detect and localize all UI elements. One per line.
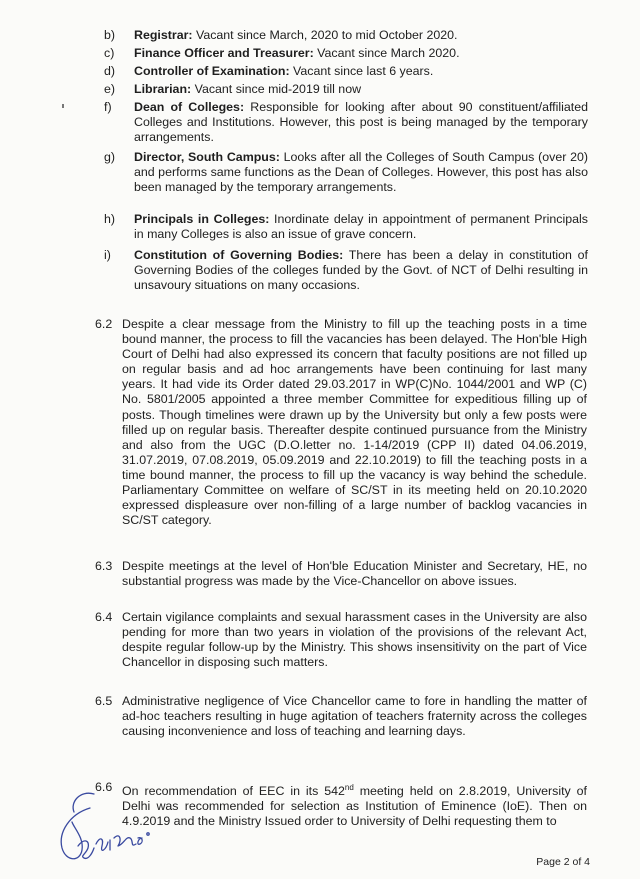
paragraph-number: 6.3 — [95, 559, 113, 573]
list-item-governing-bodies — [104, 248, 588, 293]
paragraph-6-3 — [95, 559, 587, 589]
list-item-finance-officer — [104, 46, 588, 61]
list-label: Principals in Colleges: — [134, 212, 270, 226]
paragraph-text: Despite meetings at the level of Hon'ble Education Minister and Secretary, HE, no substantial progress was made by the Vice-Chancellor on above issues. — [122, 559, 587, 589]
list-label: Constitution of Governing Bodies: — [134, 248, 344, 262]
paragraph-6-4 — [95, 610, 587, 670]
paragraph-text: Administrative negligence of Vice Chancellor came to fore in handling the matter of ad-hoc teachers resulting in huge agitation of teachers fraternity across the colleges causing inconvenience and loss of teaching and learning days. — [122, 694, 587, 739]
paragraph-6-6 — [95, 780, 587, 829]
list-label: Dean of Colleges: — [134, 100, 245, 114]
paragraph-text: Certain vigilance complaints and sexual harassment cases in the University are also pending for more than two years in violation of the provisions of the relevant Act, despite regular follow-up by the Ministry. This shows insensitivity on the part of Vice Chancellor in disposing such matters. — [122, 610, 587, 670]
list-text: Inordinate delay in appointment of permanent Principals in many Colleges is also an issue of grave concern. — [134, 212, 588, 241]
list-text: Vacant since mid-2019 till now — [191, 82, 362, 96]
list-text: Looks after all the Colleges of South Campus (over 20) and performs same functions as the Dean of Colleges. However, this post has also been managed by the temporary arrangements. — [134, 150, 589, 194]
list-text: Responsible for looking after about 90 constituent/affiliated Colleges and Institutions. However, this post is being managed by the temporary arrangements. — [134, 100, 588, 144]
list-text: Vacant since March, 2020 to mid October 2020. — [192, 28, 458, 42]
list-label: Registrar: — [134, 28, 193, 42]
list-item-principals — [104, 212, 588, 242]
list-marker: h) — [104, 212, 116, 226]
paragraph-number: 6.5 — [95, 694, 113, 708]
list-item-registrar — [104, 28, 588, 43]
paragraph-6-5 — [95, 694, 587, 739]
paragraph-text: Despite a clear message from the Ministry to fill up the teaching posts in a time bound manner, the process to fill the vacancies has been delayed. The Hon'ble High Court of Delhi had also expressed its concern that faculty positions are not filled up on regular basis and ad hoc arrangements have been continuing for last many years. It had vide its Order dated 29.03.2017 in WP(C)No. 1044/2001 and WP (C) No. 5801/2005 appointed a three member Committee for expeditious filling up of posts. Though timelines were drawn up by the University but only a few posts were filled up on regular basis. Thereafter despite continued pursuance from the Ministry and also from the UGC (D.O.letter no. 1-14/2019 (CPP II) dated 04.06.2019, 31.07.2019, 07.08.2019, 05.09.2019 and 22.10.2019) to fill the teaching posts in a time bound manner, the process to fill up the vacancy is way behind the schedule. Parliamentary Committee on welfare of SC/ST in its meeting held on 20.10.2020 expressed displeasure over non-filling of a large number of backlog vacancies in SC/ST category. — [122, 317, 587, 528]
list-label: Controller of Examination: — [134, 64, 290, 78]
list-marker: g) — [104, 150, 116, 164]
paragraph-6-2 — [95, 317, 587, 528]
ordinal-suffix: nd — [344, 783, 354, 792]
handwritten-signature — [50, 788, 160, 868]
paragraph-number: 6.4 — [95, 610, 113, 624]
list-marker: e) — [104, 82, 116, 96]
list-item-director-south-campus — [104, 150, 588, 195]
list-item-dean-colleges — [104, 100, 588, 145]
paragraph-number: 6.6 — [95, 780, 113, 794]
paragraph-text-part: On recommendation of EEC in its 542 — [122, 784, 345, 799]
list-label: Finance Officer and Treasurer: — [134, 46, 314, 60]
paragraph-text-part: meeting held on 2.8.2019, University of Delhi was recommended for selection as Institution of Eminence (IoE). Then on 4.9.2019 and the Ministry Issued order to University of Delhi requesting them to — [122, 784, 587, 829]
list-marker: d) — [104, 64, 116, 78]
list-text: Vacant since March 2020. — [313, 46, 460, 60]
page-number: Page 2 of 4 — [536, 856, 590, 868]
paragraph-number: 6.2 — [95, 317, 113, 331]
list-marker: b) — [104, 28, 116, 42]
list-item-controller — [104, 64, 588, 79]
list-item-librarian — [104, 82, 588, 97]
list-text: Vacant since last 6 years. — [289, 64, 434, 78]
list-marker: c) — [104, 46, 115, 60]
list-marker: i) — [104, 248, 111, 262]
margin-mark — [62, 104, 64, 108]
list-text: There has been a delay in constitution of Governing Bodies of the colleges funded by the Govt. of NCT of Delhi resulting in unsavoury situations on many occasions. — [134, 248, 588, 292]
paragraph-text — [122, 780, 587, 829]
list-marker: f) — [104, 100, 112, 114]
list-label: Director, South Campus: — [134, 150, 280, 164]
list-label: Librarian: — [134, 82, 192, 96]
